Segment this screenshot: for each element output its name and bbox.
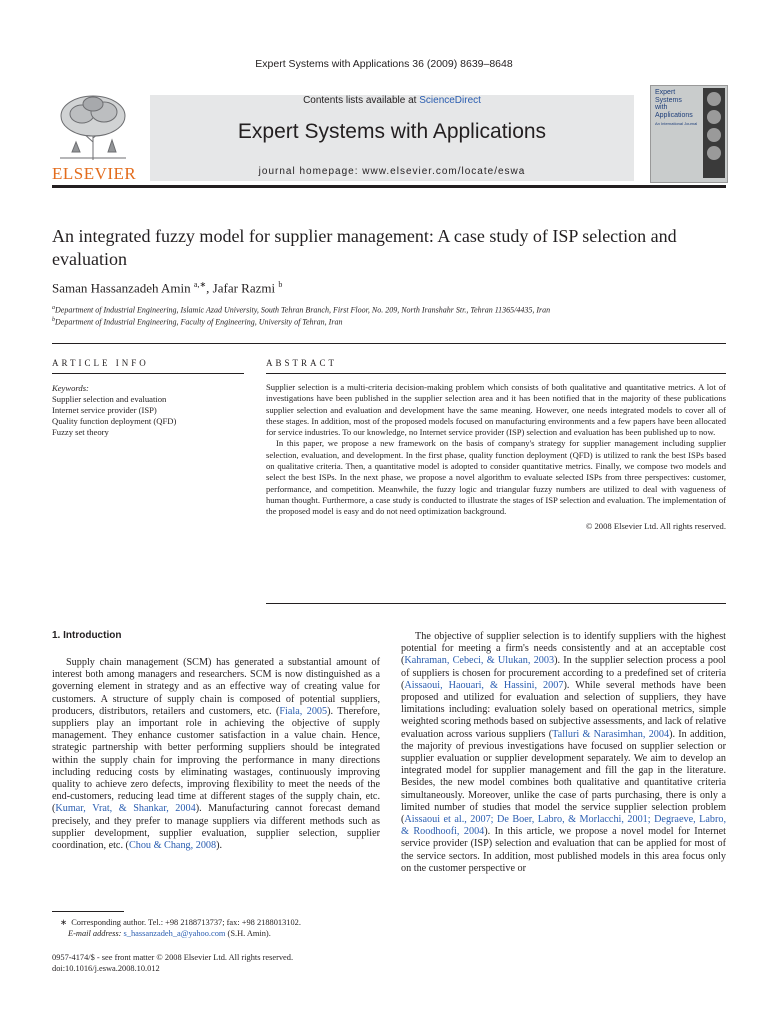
keyword-item: Fuzzy set theory: [52, 427, 109, 437]
citation-link[interactable]: Kumar, Vrat, & Shankar, 2004: [55, 803, 196, 815]
text-run: ). In addition, the majority of previous investigations have focused on supplier selection or supplier evaluation or supplier development separately. We aim to develop an integrated model for supplier management and fill the gap in the literature. Besides, the new model combines both qualitative and quantitative criteria simultaneously. Moreover, unlike the case of parts purchasing, there is only a limited number of studies that model the service supplier selection problem (: [401, 728, 726, 826]
text-run: ). Manufacturing cannot forecast demand precisely, and they prefer to manage suppliers via different methods such as supplier development, supplier evaluation, supplier selection, supplier coordination, etc. (: [52, 803, 380, 852]
affiliation-rule: [52, 343, 726, 344]
issn-line: 0957-4174/$ - see front matter © 2008 Elsevier Ltd. All rights reserved.: [52, 953, 294, 962]
email-label: E-mail address:: [68, 929, 122, 938]
citation-link[interactable]: Chou & Chang, 2008: [128, 840, 217, 852]
intro-right-column: [401, 631, 726, 875]
email-link[interactable]: s_hassanzadeh_a@yahoo.com: [123, 929, 226, 938]
cover-title-line: Applications: [655, 111, 693, 119]
cover-title-line: Expert: [655, 89, 676, 96]
section-heading: 1. Introduction: [52, 630, 122, 641]
text-run: ).: [216, 840, 223, 852]
abstract-bottom-rule: [266, 603, 726, 604]
keyword-item: Quality function deployment (QFD): [52, 416, 177, 426]
journal-title: Expert Systems with Applications: [237, 120, 547, 143]
text-run: ). While several methods have been proposed and utilized for evaluation and selection of suppliers, they have limitations including: evaluation solely based on operational metrics, simple weighted scoring methods based on subjective assessments, and lack of relative evaluation across various suppliers (: [401, 679, 726, 740]
abstract-body: [266, 382, 726, 532]
elsevier-logo: [52, 92, 134, 162]
author-affiliation-mark: b: [278, 280, 283, 289]
intro-left-column: [52, 657, 380, 852]
affiliation-mark: b: [52, 317, 55, 323]
front-matter: [52, 952, 293, 974]
copyright-notice: © 2008 Elsevier Ltd. All rights reserved.: [585, 520, 726, 531]
article-info-heading: ARTICLE INFO: [52, 358, 149, 368]
email-suffix: (S.H. Amin).: [225, 929, 271, 938]
journal-reference: Expert Systems with Applications 36 (2009) 8639–8648: [255, 58, 513, 70]
journal-cover: [650, 85, 728, 183]
cover-title-line: Systems: [655, 96, 682, 104]
abstract-paragraph: Supplier selection is a multi-criteria decision-making problem which consists of both qualitative and quantitative metrics. A lot of investigations have been published in the supplier selection area and it has been notified that in the majority of these publications supplier selection and evaluation and development have the same meaning. However, one needs integrated models to cover all of these stages. In addition, most of the proposed models focused on manufacturing environments and a few papers have been allocated for service industries. To our knowledge, no Internet service provider (ISP) selection and evaluation has been published up to now.: [266, 382, 726, 438]
keywords-label: Keywords:: [52, 383, 89, 393]
journal-homepage[interactable]: journal homepage: www.elsevier.com/locate/eswa: [258, 166, 526, 177]
footnote-mark: ∗: [60, 918, 68, 927]
cover-title-line: with: [655, 104, 668, 111]
intro-paragraph: [401, 631, 726, 875]
abstract-paragraph: In this paper, we propose a new framework on the basis of company's strategy for supplier management including supplier selection, evaluation, and development. In the first phase, quality function deployment (QFD) is utilized to rank the best ISPs based on qualitative criteria. Then, a quantitative model is adopted to consider quantitative metrics. Finally, we compose two models and select the best ISPs. In the next phase, we propose a novel algorithm to evaluate selected ISPs from three perspectives: customer, performance, and competition. Meanwhile, the fuzzy logic and triangular fuzzy numbers are utilized to deal with vagueness of human thought. Furthermore, a case study is conducted to illustrate the stages of ISP selection and evaluation. The implementation of the proposed model is easy and do not need optimization background.: [266, 438, 726, 517]
text-run: The objective of supplier selection is to identify suppliers with the highest potential for meeting a firm's needs consistently and at an acceptable cost (: [401, 631, 726, 667]
intro-paragraph: [52, 657, 380, 852]
citation-link[interactable]: Aissaoui et al., 2007; De Boer, Labro, & Morlacchi, 2001; Degraeve, Labro, & Roodhoofi, 2004: [401, 814, 726, 838]
affiliation-mark: a: [52, 305, 55, 311]
email-note: [60, 928, 390, 939]
article-title: An integrated fuzzy model for supplier management: A case study of ISP selection and evaluation: [52, 226, 677, 269]
text-run: ). Therefore, suppliers play an important role in achieving the objective of supply management. They enhance customer satisfaction in a value chain. Hence, strategic partnership with better performing suppliers should be integrated within the supply chain for improving the performance in many directions including reducing costs by eliminating wastages, continuously improving quality to achieve zero defects, improving flexibility to meet the needs of the end-customers, reducing lead time at different stages of the supply chain, etc. (: [52, 705, 380, 815]
publisher-name: ELSEVIER: [52, 164, 137, 183]
citation-link[interactable]: Talluri & Narasimhan, 2004: [552, 728, 670, 740]
keywords-block: [52, 383, 176, 438]
footnote-rule: [52, 911, 124, 912]
text-run: ). In this article, we propose a novel model for Internet service provider (ISP) selection and evaluation that can be applied for most of the service sectors. In addition, most published models in this area focus only on the customer perspective or: [401, 826, 726, 874]
author-name: Jafar Razmi: [212, 280, 276, 296]
author-list: [52, 280, 282, 296]
text-run: ). In the supplier selection process a pool of suppliers is chosen for procurement according to a predefined set of criteria (: [401, 655, 726, 691]
footnote: [60, 917, 390, 939]
cover-image-strip: [703, 88, 725, 178]
header-rule: [52, 185, 726, 188]
sciencedirect-link[interactable]: ScienceDirect: [419, 95, 481, 106]
keyword-item: Internet service provider (ISP): [52, 405, 157, 415]
keyword-item: Supplier selection and evaluation: [52, 394, 167, 404]
abstract-rule: [266, 373, 726, 374]
author-separator: ,: [206, 280, 213, 296]
cover-subtitle: An International Journal: [655, 121, 698, 126]
footnote-text: Corresponding author. Tel.: +98 2188713737; fax: +98 2188013102.: [71, 918, 301, 927]
citation-link[interactable]: Aissaoui, Haouari, & Hassini, 2007: [404, 679, 564, 691]
abstract-heading: ABSTRACT: [266, 358, 338, 368]
affiliation-text: Department of Industrial Engineering, Islamic Azad University, South Tehran Branch, First Floor, No. 209, North Iranshahr Str., Tehran 11365/4435, Iran: [55, 305, 551, 315]
citation-link[interactable]: Fiala, 2005: [279, 705, 328, 717]
affiliation-text: Department of Industrial Engineering, Faculty of Engineering, University of Tehran, Iran: [55, 317, 343, 327]
contents-prefix: Contents lists available at: [303, 95, 420, 106]
contents-line: [150, 95, 634, 106]
doi-line[interactable]: doi:10.1016/j.eswa.2008.10.012: [52, 964, 160, 973]
corresponding-author-note: [60, 917, 390, 928]
affiliation-b: [52, 317, 342, 327]
author-name: Saman Hassanzadeh Amin: [52, 280, 191, 296]
citation-link[interactable]: Kahraman, Cebeci, & Ulukan, 2003: [404, 655, 555, 667]
author-affiliation-mark: a,∗: [193, 280, 207, 289]
elsevier-tree-icon: [52, 92, 134, 162]
article-info-rule: [52, 373, 244, 374]
text-run: Supply chain management (SCM) has generated a substantial amount of interest both among managers and researchers. SCM is now distinguished as a governing element in strategy and as an effective way of creating value for customers. A structure of supply chain is composed of potential suppliers, producers, distributors, retailers and customers, etc. (: [52, 657, 380, 717]
affiliation-a: [52, 305, 550, 315]
